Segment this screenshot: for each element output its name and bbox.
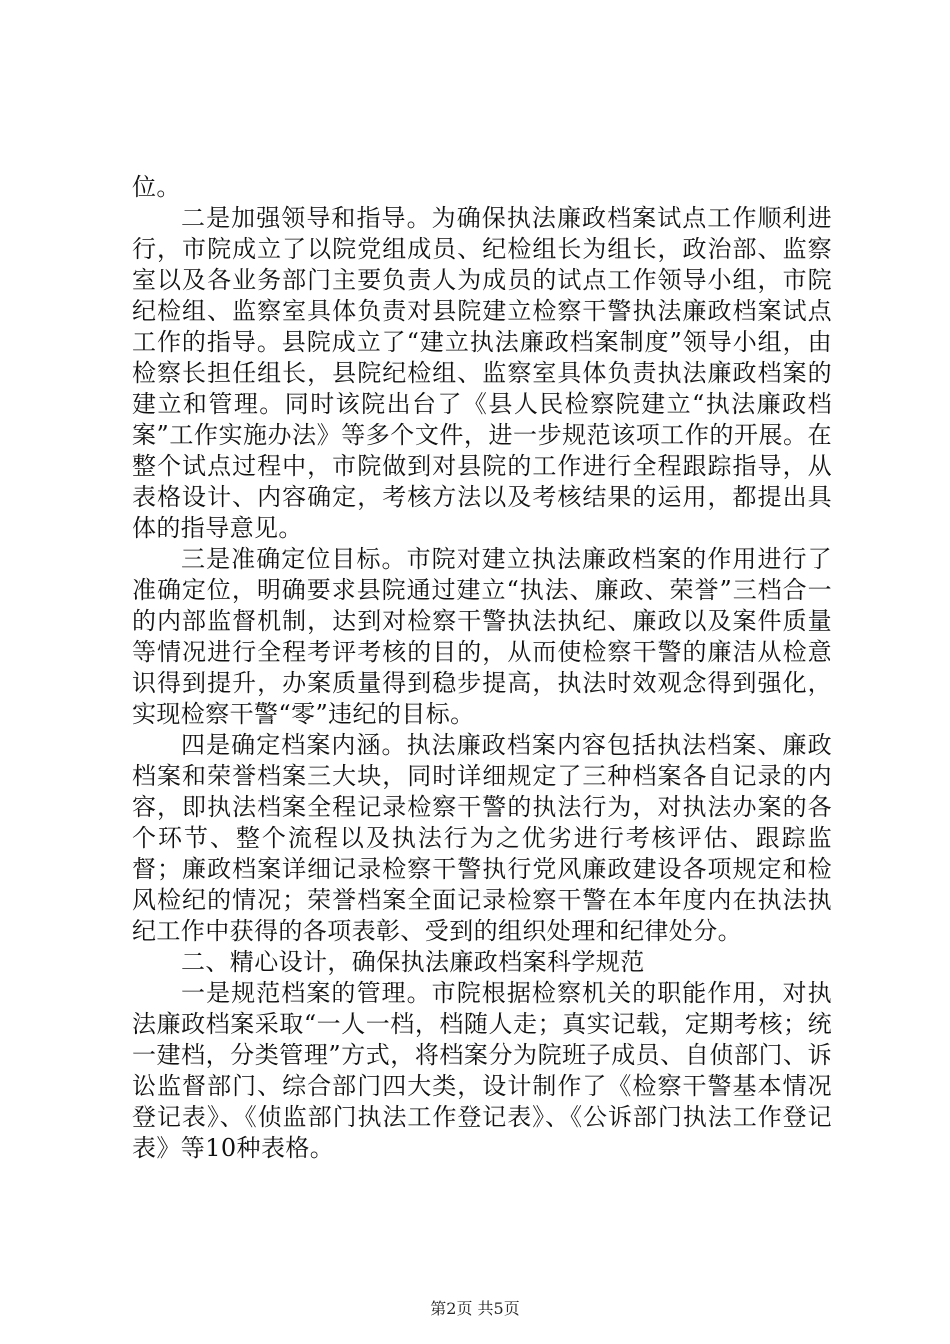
page-number-label: 第2页 共5页 xyxy=(430,1299,520,1318)
section-heading: 二、精心设计，确保执法廉政档案科学规范 xyxy=(181,948,645,976)
paragraph-continuation: 位。 xyxy=(132,173,181,201)
paragraph-archive-content: 四是确定档案内涵。执法廉政档案内容包括执法档案、廉政档案和荣誉档案三大块，同时详细规定了三种档案各自记录的内容，即执法档案全程记录检察干警的执法行为，对执法办案的各个环节、整个流程以及执法行为之优劣进行考核评估、跟踪监督；廉政档案详细记录检察干警执行党风廉政建设各项规定和检风检纪的情况；荣誉档案全面记录检察干警在本年度内在执法执纪工作中获得的各项表彰、受到的组织处理和纪律处分。 xyxy=(132,731,832,945)
page-footer xyxy=(0,1299,950,1319)
paragraph-leadership: 二是加强领导和指导。为确保执法廉政档案试点工作顺利进行，市院成立了以院党组成员、纪检组长为组长，政治部、监察室以及各业务部门主要负责人为成员的试点工作领导小组，市院纪检组、监察室具体负责对县院建立检察干警执法廉政档案试点工作的指导。县院成立了“建立执法廉政档案制度”领导小组，由检察长担任组长，县院纪检组、监察室具体负责执法廉政档案的建立和管理。同时该院出台了《县人民检察院建立“执法廉政档案”工作实施办法》等多个文件，进一步规范该项工作的开展。在整个试点过程中，市院做到对县院的工作进行全程跟踪指导，从表格设计、内容确定，考核方法以及考核结果的运用，都提出具体的指导意见。 xyxy=(132,204,832,542)
paragraph-archive-management: 一是规范档案的管理。市院根据检察机关的职能作用，对执法廉政档案采取“一人一档，档随人走；真实记载，定期考核；统一建档，分类管理”方式，将档案分为院班子成员、自侦部门、诉讼监督部门、综合部门四大类，设计制作了《检察干警基本情况登记表》、《侦监部门执法工作登记表》、《公诉部门执法工作登记表》等10种表格。 xyxy=(132,979,832,1162)
paragraph-positioning: 三是准确定位目标。市院对建立执法廉政档案的作用进行了准确定位，明确要求县院通过建立“执法、廉政、荣誉”三档合一的内部监督机制，达到对检察干警执法执纪、廉政以及案件质量等情况进行全程考评考核的目的，从而使检察干警的廉洁从检意识得到提升，办案质量得到稳步提高，执法时效观念得到强化，实现检察干警“零”违纪的目标。 xyxy=(132,545,832,728)
document-body xyxy=(132,172,832,1164)
